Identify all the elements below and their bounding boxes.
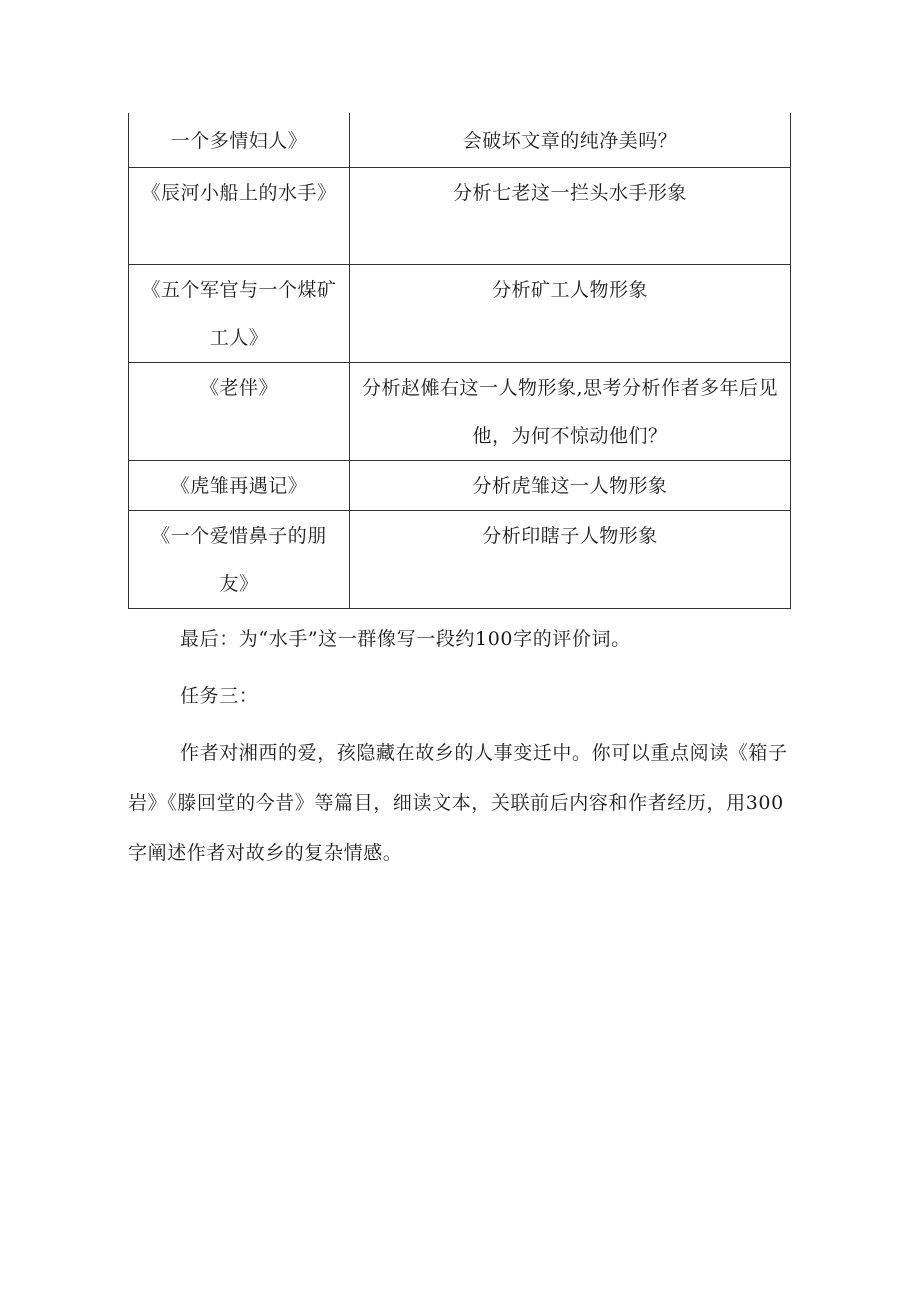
- table-row: [129, 265, 791, 363]
- title-cell: [129, 511, 350, 609]
- task-text: 分析七老这一拦头水手形象: [452, 182, 687, 204]
- table-row: [129, 461, 791, 511]
- title-cell: [129, 265, 350, 363]
- task-text: 会破坏文章的纯净美吗？: [462, 130, 678, 152]
- task-cell: [350, 113, 791, 168]
- task-cell: [350, 265, 791, 363]
- task-cell: [350, 363, 791, 461]
- title-text: 《辰河小船上的水手》: [141, 182, 337, 204]
- reading-task-table: [128, 113, 791, 609]
- title-cell: [129, 461, 350, 511]
- task-text: 分析虎雏这一人物形象: [472, 475, 668, 497]
- task-cell: [350, 168, 791, 265]
- task3-heading: 任务三：: [180, 685, 259, 707]
- title-text: 《虎雏再遇记》: [170, 475, 308, 497]
- table-row: [129, 168, 791, 265]
- task-cell: [350, 461, 791, 511]
- task-text: 分析赵傩右这一人物形象,思考分析作者多年后见他，为何不惊动他们？: [361, 377, 779, 447]
- table-row: [129, 363, 791, 461]
- task3-body: 作者对湘西的爱，孩隐藏在故乡的人事变迁中。你可以重点阅读《箱子岩》《滕回堂的今昔》等篇目，细读文本，关联前后内容和作者经历，用300字阐述作者对故乡的复杂情感。: [128, 742, 788, 864]
- task-text: 分析矿工人物形象: [491, 279, 648, 301]
- table-row: [129, 511, 791, 609]
- task-cell: [350, 511, 791, 609]
- task-text: 分析印瞎子人物形象: [482, 525, 658, 547]
- title-text: 一个多情妇人》: [170, 130, 308, 152]
- title-cell: [129, 363, 350, 461]
- title-cell: [129, 168, 350, 265]
- title-cell: [129, 113, 350, 168]
- title-text: 《一个爱惜鼻子的朋友》: [151, 525, 327, 595]
- table-row: [129, 113, 791, 168]
- final-note: 最后：为“水手”这一群像写一段约100字的评价词。: [180, 628, 631, 650]
- title-text: 《五个军官与一个煤矿工人》: [141, 279, 337, 349]
- title-text: 《老伴》: [199, 377, 278, 399]
